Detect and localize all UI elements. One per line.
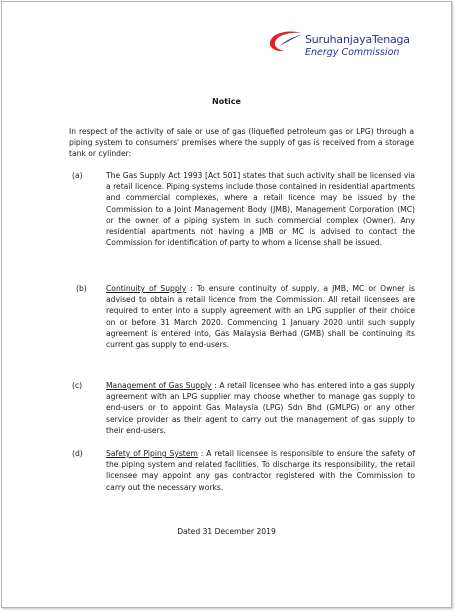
item-body: : To ensure continuity of supply, a JMB, MC or Owner is advised to obtain a retail licence from the Commission. All retail licensees are required to enter into a supply agreement with an LPG supplier of their choice on or before 31 March 2020. Commencing 1 January 2020 until such supply agreement is entered into, Gas Malaysia Berhad (GMB) shall be continuing its current gas supply to end-users. [106,284,415,350]
item-heading: Safety of Piping System [106,449,198,458]
notice-title: Notice [212,97,241,106]
item-text [106,170,415,248]
item-label: (a) [72,171,83,180]
notice-intro: In respect of the activity of sale or use of gas (liquefied petroleum gas or LPG) through a piping system to consumers' premises where the supply of gas is received from a storage tank or cylinder: [69,127,414,159]
brand-name: SuruhanjayaTenaga [305,33,410,46]
swoosh-icon [268,29,304,55]
notice-page [1,1,452,608]
item-body: The Gas Supply Act 1993 [Act 501] states that such activity shall be licensed via a retail licence. Piping systems include those contained in residential apartments and commercial complexes, where a retail licence may be issued by the Commission to a Joint Management Body (JMB), Management Corporation (MC) or the owner of a piping system in such commercial complex (Owner). Any residential apartments not having a JMB or MC is advised to contact the Commission for identification of party to whom a license shall be issued. [106,171,415,248]
item-label: (c) [72,381,83,390]
item-body: : A retail licensee who has entered into a gas supply agreement with an LPG supplier may choose whether to manage gas supply to end-users or to appoint Gas Malaysia (LPG) Sdn Bhd (GMLPG) or any other service provider as their agent to carry out the management of gas supply to their end-users. [106,381,415,435]
item-label: (b) [76,284,87,293]
notice-date: Dated 31 December 2019 [177,527,276,536]
item-label: (d) [72,449,83,458]
item-heading: Management of Gas Supply [106,381,212,390]
brand-subtitle: Energy Commission [305,47,400,58]
item-text [106,448,415,493]
item-text [106,380,415,436]
item-text [106,283,415,350]
energy-commission-logo [268,29,448,63]
item-body: : A retail licensee is responsible to ensure the safety of the piping system and related facilities. To discharge its responsibility, the retail licensee may appoint any gas contractor registered with the Commission to carry out the necessary works. [106,449,415,492]
item-heading: Continuity of Supply [106,284,187,293]
